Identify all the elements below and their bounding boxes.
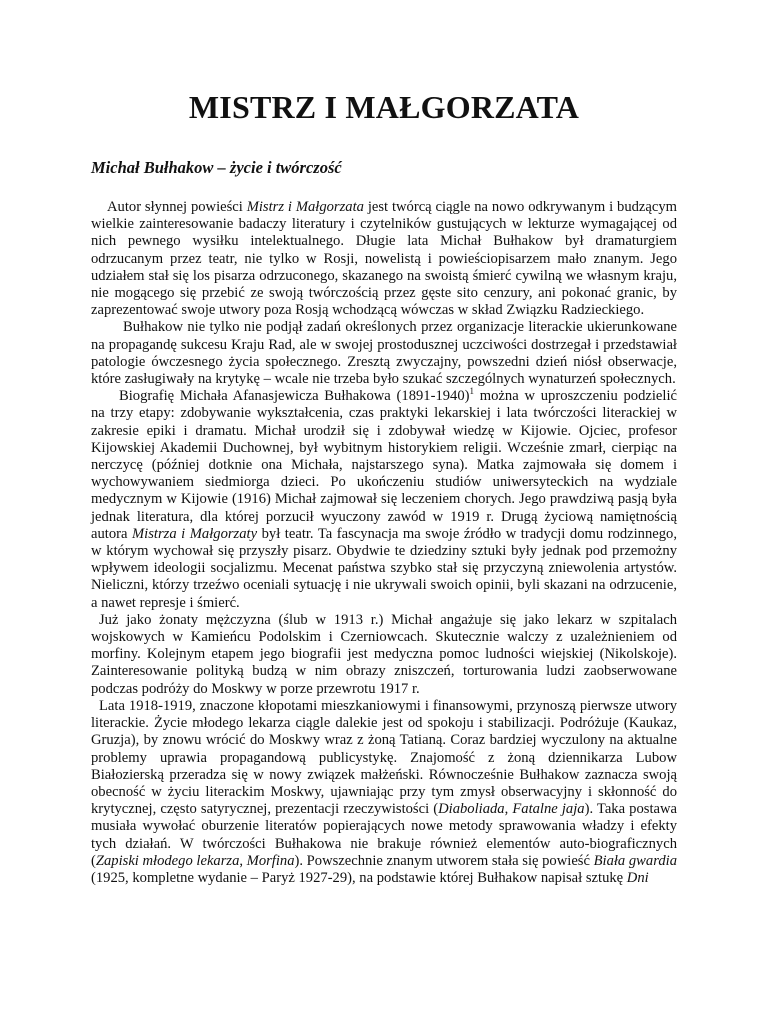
italic-title-text: Biała gwardia: [593, 852, 677, 869]
footnote-marker: 1: [469, 386, 475, 397]
text-run: ). Powszechnie znanym utworem stała się powieść: [294, 852, 594, 869]
text-run: ). Taka postawa musiała wywołać oburzenie literatów popierających nowe metody sprawowania władzy i efekty tych działań. W twórczości Bułhakowa nie brakuje również elementów auto-biograficznych (: [91, 801, 678, 869]
document-body: [91, 199, 677, 887]
text-run: był teatr. Ta fascynacja ma swoje źródło w tradycji domu rodzinnego, w którym wychował się przyszły pisarz. Obydwie te dziedziny sztuki były jednak pod przemożny wpływem ideologii socjalizmu. Mecenat państwa szybko stał się przyczyną zniewolenia artystów. Nieliczni, którzy trzeźwo oceniali sytuację i nie ukrywali swoich opinii, byli skazani na odrzucenie, a nawet represje i śmierć.: [91, 525, 677, 611]
paragraph: [91, 388, 677, 612]
text-run: ,: [239, 852, 247, 869]
paragraph: [91, 199, 677, 319]
italic-title-text: Diaboliada: [438, 801, 505, 818]
italic-title-text: Morfina: [246, 852, 295, 869]
text-run: ,: [504, 801, 513, 818]
text-run: Biografię Michała Afanasjewicza Bułhakowa (1891-1940): [119, 388, 470, 405]
italic-title-text: Zapiski młodego lekarza: [95, 852, 240, 869]
section-subtitle: Michał Bułhakow – życie i twórczość: [91, 158, 342, 177]
text-run: Autor słynnej powieści: [107, 199, 247, 215]
text-run: jest twórcą ciągle na nowo odkrywanym i budzącym wielkie zainteresowanie badaczy literatury i czytelników gustujących w lekturze wymagającej od nich pewnego wysiłku intelektualnego. Długie lata Michał Bułhakow był dramaturgiem odrzucanym przez teatr, nie tylko w Rosji, nowelistą i powieściopisarzem mało znanym. Jego udziałem stał się los pisarza odrzuconego, skazanego na swoistą śmierć cywilną we własnym kraju, nie mogącego się przebić ze swoją twórczością przez gęste sito cenzury, ani pokonać granic, by zaprezentować swoje utwory poza Rosją wchodzącą wówczas w skład Związku Radzieckiego.: [91, 199, 677, 319]
paragraph: [91, 612, 677, 698]
paragraph: [91, 698, 677, 887]
italic-title-text: Mistrza i Małgorzaty: [132, 525, 258, 542]
text-run: Lata 1918-1919, znaczone kłopotami mieszkaniowymi i finansowymi, przynoszą pierwsze utwory literackie. Życie młodego lekarza ciągle dalekie jest od spokoju i stabilizacji. Podróżuje (Kaukaz, Gruzja), by znowu wrócić do Moskwy wraz z żoną Tatianą. Coraz bardziej wyczulony na aktualne problemy uprawia propagandową publicystykę. Znajomość z żoną dziennikarza Lubow Białozierską przeradza się w nowy związek małżeński. Równocześnie Bułhakow zaznacza swoją obecność w życiu literackim Moskwy, ujawniając przy tym zmysł obserwacyjny i skłonność do krytycznej, często satyrycznej, prezentacji rzeczywistości (: [91, 697, 677, 818]
document-page: [91, 0, 677, 887]
italic-title-text: Dni: [626, 869, 649, 886]
italic-title-text: Mistrz i Małgorzata: [246, 199, 364, 215]
text-run: (1925, kompletne wydanie – Paryż 1927-29), na podstawie której Bułhakow napisał sztukę: [91, 869, 627, 886]
text-run: Bułhakow nie tylko nie podjął zadań określonych przez organizacje literackie ukierunkowane na propagandę sukcesu Kraju Rad, ale w swojej prostodusznej uczciwości dostrzegał i przedstawiał patologie ówczesnego życia społecznego. Zresztą zwyczajny, powszedni dzień niósł obserwacje, które zasługiwały na krytykę – wcale nie trzeba było szukać szczególnych wynaturzeń społecznych.: [91, 319, 677, 388]
text-run: można w uproszczeniu podzielić na trzy etapy: zdobywanie wykształcenia, czas praktyki lekarskiej i lata twórczości literackiej w zakresie epiki i dramatu. Michał urodził się i zdobywał wiedzę w Kijowie. Ojciec, profesor Kijowskiej Akademii Duchownej, był wybitnym historykiem religii. Wcześnie zmarł, cierpiąc na nerczycę (później dotknie ona Michała, najstarszego syna). Matka zajmowała się domem i wychowywaniem siedmiorga dzieci. Po ukończeniu studiów uniwersyteckich na wydziale medycznym w Kijowie (1916) Michał zajmował się leczeniem chorych. Jego prawdziwą pasją była jednak literatura, dla której porzucił wyuczony zawód w 1919 r. Drugą życiową namiętnością autora: [91, 388, 677, 542]
text-run: Już jako żonaty mężczyzna (ślub w 1913 r.) Michał angażuje się jako lekarz w szpitalach wojskowych w Kamieńcu Podolskim i Czerniowcach. Skutecznie walczy z uzależnieniem od morfiny. Kolejnym etapem jego biografii jest medyczna pomoc ludności wiejskiej (Nikolskoje). Zainteresowanie polityką budzą w nim obrazy zniszczeń, torturowania ludzi zaobserwowane podczas podróży do Moskwy w porze przewrotu 1917 r.: [91, 611, 677, 697]
document-title: MISTRZ I MAŁGORZATA: [188, 89, 580, 125]
italic-title-text: Fatalne jaja: [512, 801, 585, 818]
paragraph: [91, 319, 677, 388]
